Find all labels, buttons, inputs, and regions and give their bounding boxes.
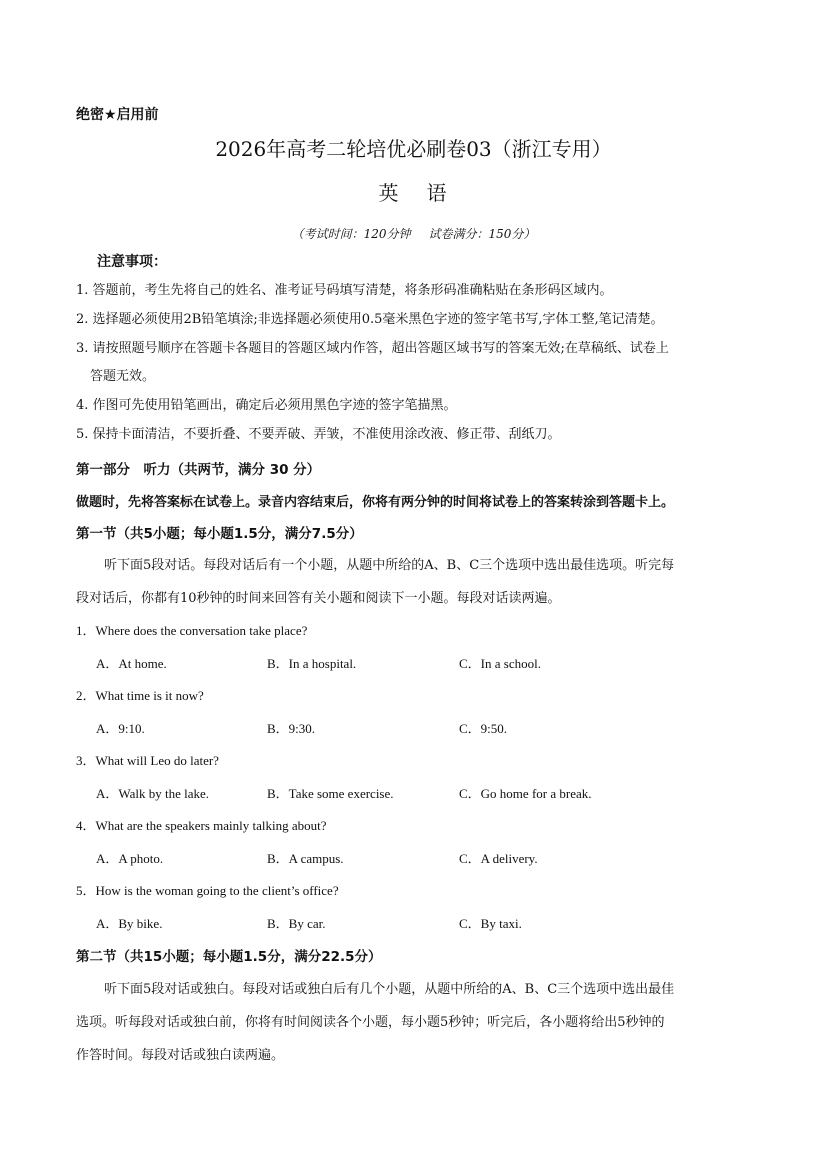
notice-item-3: 3. 请按照题号顺序在答题卡各题目的答题区域内作答，超出答题区域书写的答案无效;在草稿纸、试卷上 (76, 341, 669, 356)
subject-char-2: 语 (426, 181, 449, 205)
question-1-option-b: B．In a hospital. (267, 656, 357, 671)
star-icon: ★ (104, 107, 117, 123)
question-4-option-c: C．A delivery. (459, 851, 538, 866)
notice-item-5: 5. 保持卡面清洁，不要折叠、不要弄破、弄皱，不准使用涂改液、修正带、刮纸刀。 (76, 427, 561, 442)
section2-para-line3: 作答时间。每段对话或独白读两遍。 (76, 1048, 285, 1063)
question-5-option-a: A．By bike. (96, 916, 163, 931)
question-3: 3．What will Leo do later? (76, 753, 219, 768)
question-5-option-b: B．By car. (267, 916, 326, 931)
section2-heading: 第二节（共15小题；每小题1.5分，满分22.5分） (76, 949, 382, 965)
section1-para-line1: 听下面5段对话。每段对话后有一个小题，从题中所给的A、B、C三个选项中选出最佳选项。听完每 (104, 558, 675, 573)
confidential-text: 绝密 (76, 107, 104, 123)
subject-char-1: 英 (378, 181, 401, 205)
question-2-option-a: A．9:10. (96, 721, 145, 736)
confidential-tail: 启用前 (116, 107, 159, 123)
question-3-option-b: B．Take some exercise. (267, 786, 394, 801)
section1-heading: 第一节（共5小题；每小题1.5分，满分7.5分） (76, 526, 363, 542)
question-4: 4．What are the speakers mainly talking about? (76, 818, 327, 833)
section2-para-line1: 听下面5段对话或独白。每段对话或独白后有几个小题，从题中所给的A、B、C三个选项中选出最佳 (104, 982, 675, 997)
question-1: 1．Where does the conversation take place? (76, 623, 308, 638)
notice-item-4: 4. 作图可先使用铅笔画出，确定后必须用黑色字迹的签字笔描黑。 (76, 398, 457, 413)
exam-time: （考试时间：120分钟 (291, 227, 411, 241)
notice-item-3-cont: 答题无效。 (90, 369, 156, 384)
question-2-option-b: B．9:30. (267, 721, 316, 736)
confidential-label (76, 104, 159, 124)
exam-title: 2026年高考二轮培优必刷卷03（浙江专用） (215, 137, 612, 161)
subject-title (0, 177, 827, 206)
question-3-option-a: A．Walk by the lake. (96, 786, 210, 801)
question-3-option-c: C．Go home for a break. (459, 786, 592, 801)
question-5-option-c: C．By taxi. (459, 916, 522, 931)
question-5: 5．How is the woman going to the client’s office? (76, 883, 339, 898)
question-2: 2．What time is it now? (76, 688, 204, 703)
notice-title: 注意事项： (97, 254, 167, 270)
notice-item-1: 1. 答题前，考生先将自己的姓名、准考证号码填写清楚，将条形码准确粘贴在条形码区域内。 (76, 283, 613, 298)
part1-heading: 第一部分 听力（共两节，满分 30 分） (76, 462, 321, 478)
exam-score: 试卷满分：150分） (428, 227, 536, 241)
section1-para-line2: 段对话后，你都有10秒钟的时间来回答有关小题和阅读下一小题。每段对话读两遍。 (76, 591, 561, 606)
notice-item-2: 2. 选择题必须使用2B铅笔填涂;非选择题必须使用0.5毫米黑色字迹的签字笔书写,字体工整,笔记清楚。 (76, 312, 664, 327)
question-2-option-c: C．9:50. (459, 721, 508, 736)
exam-info (0, 225, 827, 242)
section2-para-line2: 选项。听每段对话或独白前，你将有时间阅读各个小题，每小题5秒钟；听完后，各小题将给出5秒钟的 (76, 1015, 665, 1030)
question-4-option-a: A．A photo. (96, 851, 164, 866)
question-4-option-b: B．A campus. (267, 851, 344, 866)
question-1-option-a: A．At home. (96, 656, 167, 671)
question-1-option-c: C．In a school. (459, 656, 541, 671)
part1-instruction: 做题时，先将答案标在试卷上。录音内容结束后，你将有两分钟的时间将试卷上的答案转涂到答题卡上。 (76, 495, 675, 510)
